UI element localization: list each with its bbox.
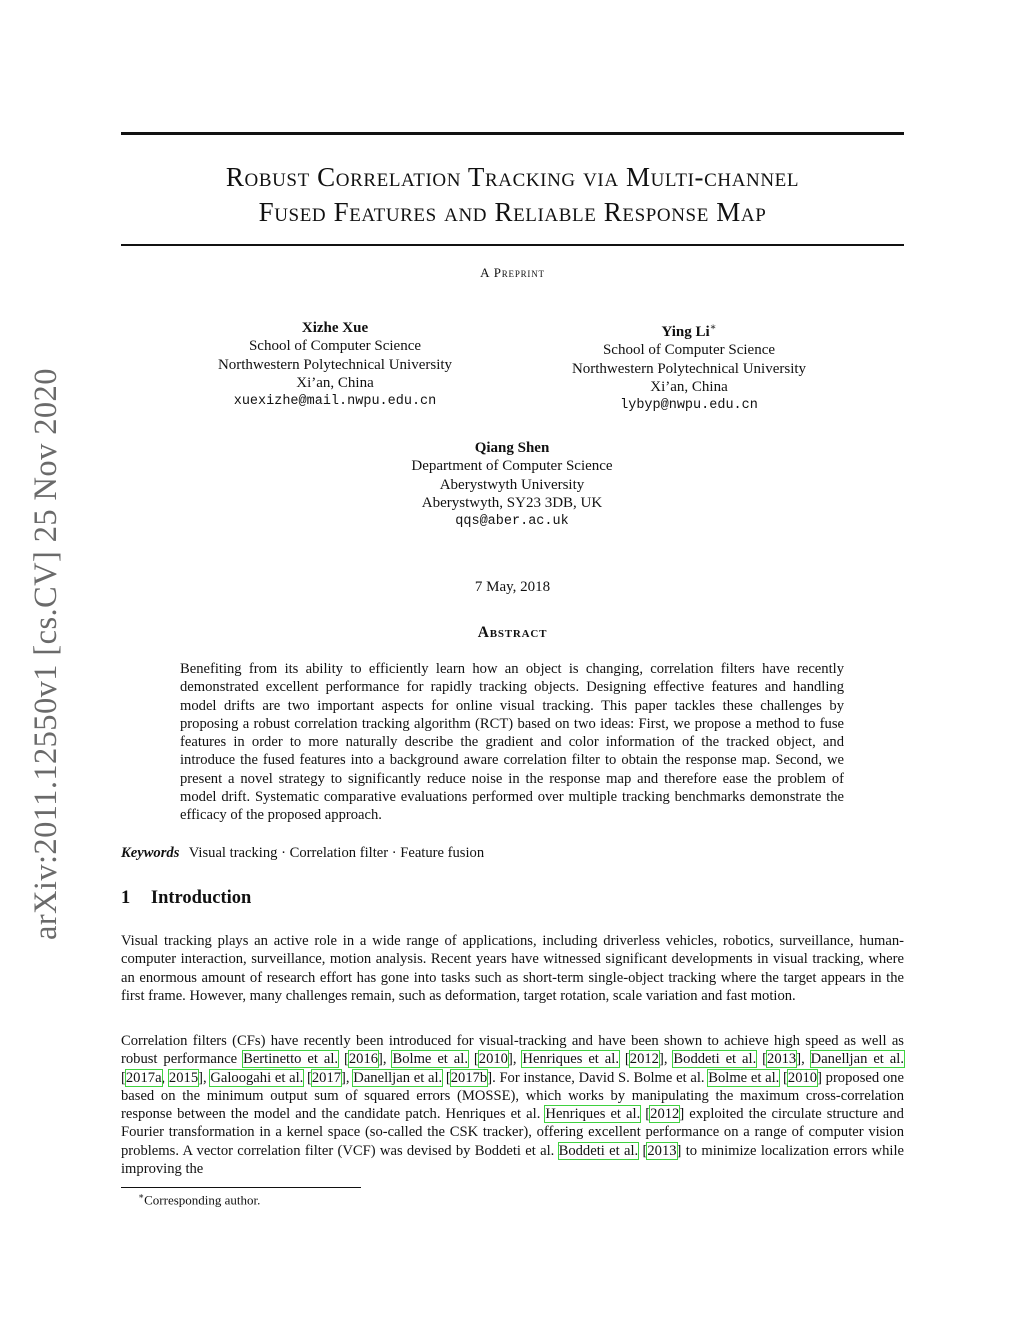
title-line-2: Fused Features and Reliable Response Map: [258, 197, 767, 227]
title-top-rule: [121, 132, 904, 135]
text-run: ]. For instance, David S. Bolme et al.: [487, 1069, 709, 1086]
keywords-label: Keywords: [121, 845, 180, 861]
citation-year-link[interactable]: 2017: [311, 1069, 342, 1086]
footnote-rule: [121, 1187, 361, 1188]
citation-link[interactable]: Boddeti et al.: [673, 1051, 757, 1068]
footnote: [138, 1191, 260, 1208]
text-run: [: [638, 1142, 648, 1159]
section-title: Introduction: [150, 888, 252, 908]
citation-year-link[interactable]: 2012: [629, 1051, 659, 1068]
citation-year-link[interactable]: 2010: [787, 1069, 818, 1086]
citation-year-link[interactable]: 2017b: [450, 1069, 488, 1086]
author-block-3: [352, 439, 672, 531]
citation-link[interactable]: Bolme et al.: [708, 1069, 780, 1086]
citation-year-link[interactable]: 2015: [168, 1069, 199, 1086]
author-name: [529, 319, 849, 341]
author-univ: Aberystwyth University: [439, 476, 585, 493]
author-email[interactable]: xuexizhe@mail.nwpu.edu.cn: [233, 393, 437, 409]
corresponding-mark[interactable]: ∗: [709, 322, 717, 333]
text-run: ] exploited the circulate structure and Fourier transformation in a kernel space (so-called the CSK tracker), offering excellent performance on a range of computer vision problems. A vector correlation filter (VCF) was devised by Boddeti et al.: [121, 1106, 904, 1159]
author-name-text: Ying Li: [661, 324, 710, 340]
text-run: ],: [198, 1069, 211, 1086]
citation-year-link[interactable]: 2012: [650, 1106, 680, 1123]
section-number: 1: [121, 888, 131, 908]
author-univ: Northwestern Polytechnical University: [571, 360, 807, 377]
arxiv-watermark: arXiv:2011.12550v1 [cs.CV] 25 Nov 2020: [28, 368, 64, 940]
citation-link[interactable]: Galoogahi et al.: [210, 1069, 304, 1086]
author-email[interactable]: qqs@aber.ac.uk: [455, 513, 569, 529]
text-run: ],: [507, 1051, 523, 1068]
citation-link[interactable]: Henriques et al.: [545, 1106, 641, 1123]
intro-paragraph-1: Visual tracking plays an active role in a wide range of applications, including driverless vehicles, robotics, surveillance, human-computer interaction, surveillance, motion analysis. Recent years have witnessed significant developments in visual tracking, where an enormous amount of research effort has gone into tasks such as short-term single-object tracking where the target appears in the first frame. However, many challenges remain, such as deformation, target rotation, scale variation and fast motion.: [121, 933, 904, 1004]
citation-link[interactable]: Danelljan et al.: [810, 1051, 904, 1068]
footnote-mark: ∗: [138, 1191, 145, 1201]
author-location: Xi’an, China: [650, 379, 728, 396]
author-dept: Department of Computer Science: [411, 458, 613, 475]
preprint-label: A Preprint: [480, 265, 545, 280]
paper-date: 7 May, 2018: [474, 579, 551, 595]
author-location: Xi’an, China: [296, 375, 374, 392]
abstract-heading: Abstract: [477, 624, 548, 641]
section-heading: [121, 888, 251, 909]
text-run: ,: [161, 1069, 169, 1086]
text-run: ],: [341, 1069, 354, 1086]
citation-link[interactable]: Henriques et al.: [522, 1051, 619, 1068]
abstract-text: Benefiting from its ability to efficiently learn how an object is changing, correlation filters have recently demonstrated excellent performance for rapidly tracking objects. Designing effective features and handling model drifts are two important aspects for online visual tracking. This paper tackles these challenges by proposing a robust correlation tracking algorithm (RCT) based on two ideas: First, we propose a method to fuse features in order to more naturally describe the gradient and color information of the tracked object, and introduce the fused features into a background aware correlation filter to obtain the response map. Second, we present a novel strategy to significantly reduce noise in the response map and therefore ease the problem of model drift. Systematic comparative evaluations performed over multiple tracking benchmarks demonstrate the efficacy of the proposed approach.: [180, 661, 844, 824]
author-block-2: [529, 319, 849, 415]
text-run: [: [442, 1069, 451, 1086]
footnote-text: Corresponding author.: [144, 1192, 261, 1208]
citation-year-link[interactable]: 2016: [348, 1051, 379, 1068]
citation-year-link[interactable]: 2010: [478, 1051, 508, 1068]
text-run: ],: [658, 1051, 674, 1068]
text-run: [: [618, 1051, 630, 1068]
text-run: [: [756, 1051, 768, 1068]
keywords-line: [121, 845, 484, 862]
title-bottom-rule: [121, 244, 904, 246]
author-email[interactable]: lybyp@nwpu.edu.cn: [620, 397, 758, 413]
text-run: [: [467, 1051, 479, 1068]
citation-link[interactable]: Bertinetto et al.: [243, 1051, 339, 1068]
text-run: [: [338, 1051, 349, 1068]
paper-title: [121, 160, 904, 230]
citation-link[interactable]: Danelljan et al.: [353, 1069, 443, 1086]
text-run: ] proposed one based on the minimum output sum of squared errors (MOSSE), which works by manipulating the maximum cross-correlation response between the model and the candidate patch. Henriques et al.: [121, 1069, 904, 1123]
author-univ: Northwestern Polytechnical University: [217, 356, 453, 373]
author-block-1: [175, 319, 495, 411]
keywords-text: Visual tracking · Correlation filter · Feature fusion: [188, 845, 485, 861]
text-run: ] to minimize localization errors while improving the: [121, 1142, 904, 1178]
text-run: [: [121, 1069, 126, 1086]
author-name: Qiang Shen: [474, 440, 550, 456]
text-run: Correlation filters (CFs) have recently been introduced for visual-tracking and have been shown to achieve high speed as well as robust performance: [121, 1033, 904, 1068]
author-name: Xizhe Xue: [301, 320, 369, 336]
text-run: [: [779, 1069, 788, 1086]
text-run: ],: [796, 1051, 811, 1068]
title-line-1: Robust Correlation Tracking via Multi-channel: [225, 162, 800, 192]
text-run: ],: [378, 1051, 393, 1068]
citation-year-link[interactable]: 2013: [647, 1142, 677, 1159]
author-dept: School of Computer Science: [602, 342, 776, 359]
text-run: [: [640, 1106, 651, 1123]
intro-paragraph-2: [121, 1032, 904, 1178]
citation-year-link[interactable]: 2017a: [125, 1069, 162, 1086]
author-dept: School of Computer Science: [248, 338, 422, 355]
author-location: Aberystwyth, SY23 3DB, UK: [421, 495, 603, 512]
citation-year-link[interactable]: 2013: [767, 1051, 797, 1068]
text-run: [: [303, 1069, 312, 1086]
citation-link[interactable]: Boddeti et al.: [558, 1142, 639, 1159]
citation-link[interactable]: Bolme et al.: [392, 1051, 468, 1068]
